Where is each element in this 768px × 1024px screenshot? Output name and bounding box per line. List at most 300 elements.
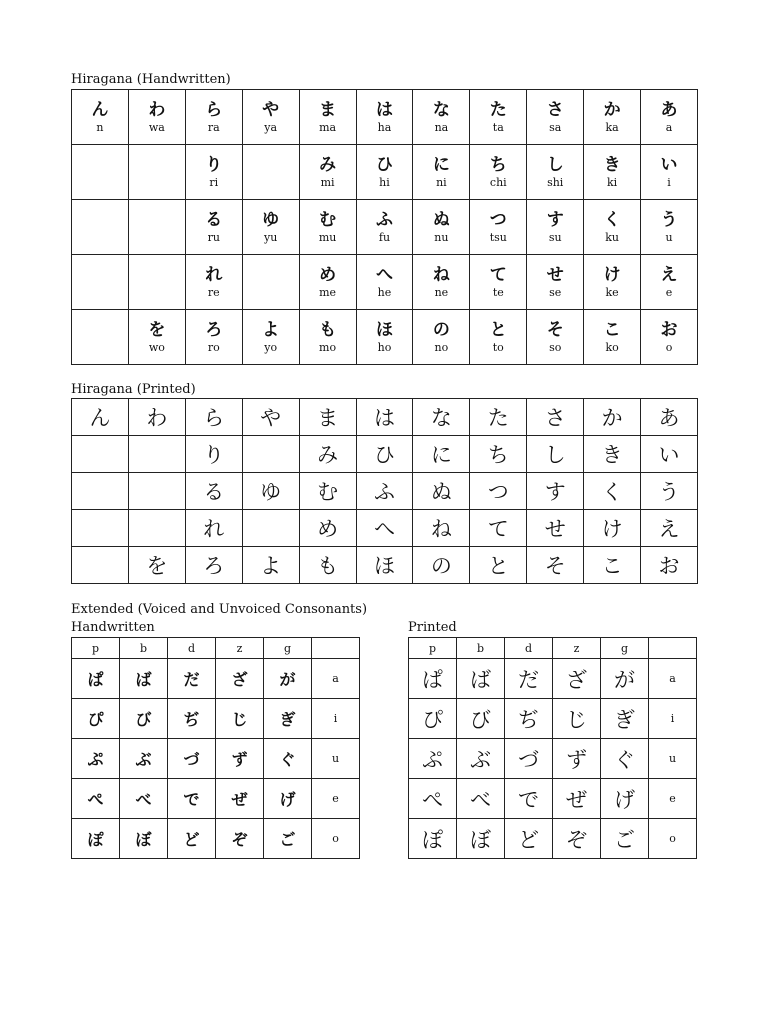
kana-glyph: れ <box>205 265 223 285</box>
kana-cell: ば <box>457 659 505 699</box>
romaji-label: ke <box>605 286 619 299</box>
kana-glyph: ほ <box>375 320 393 340</box>
kana-cell <box>641 310 698 365</box>
kana-cell: ぼ <box>457 819 505 859</box>
kana-cell: る <box>185 473 242 510</box>
kana-cell: ぴ <box>72 699 120 739</box>
consonant-header: g <box>601 638 649 659</box>
romaji-label: no <box>434 341 449 354</box>
kana-cell: の <box>413 547 470 584</box>
kana-cell <box>185 310 242 365</box>
kana-cell <box>584 90 641 145</box>
kana-cell: す <box>527 473 584 510</box>
consonant-header <box>312 638 360 659</box>
kana-cell: ぽ <box>72 819 120 859</box>
kana-cell: ま <box>299 399 356 436</box>
table-row <box>72 510 698 547</box>
kana-cell: づ <box>168 739 216 779</box>
kana-glyph: え <box>660 265 678 285</box>
romaji-label: mu <box>318 231 337 244</box>
kana-cell: な <box>413 399 470 436</box>
kana-glyph: て <box>489 265 507 285</box>
kana-cell <box>185 145 242 200</box>
romaji-label: fu <box>378 231 391 244</box>
romaji-label: a <box>665 121 673 134</box>
kana-cell <box>72 90 129 145</box>
kana-cell: こ <box>584 547 641 584</box>
romaji-label: e <box>665 286 673 299</box>
vowel-label: e <box>649 779 697 819</box>
table-row <box>72 436 698 473</box>
romaji-label: i <box>667 176 671 189</box>
kana-cell <box>413 255 470 310</box>
kana-glyph: み <box>319 155 337 175</box>
kana-cell <box>527 90 584 145</box>
kana-cell <box>413 90 470 145</box>
kana-cell: が <box>601 659 649 699</box>
kana-cell: ず <box>216 739 264 779</box>
kana-cell: ね <box>413 510 470 547</box>
kana-cell <box>299 255 356 310</box>
kana-glyph: は <box>375 100 393 120</box>
kana-cell <box>413 145 470 200</box>
kana-glyph: よ <box>262 320 280 340</box>
kana-cell <box>128 90 185 145</box>
romaji-label: su <box>548 231 562 244</box>
romaji-label: ni <box>436 176 447 189</box>
kana-cell: ぐ <box>264 739 312 779</box>
kana-glyph: せ <box>546 265 564 285</box>
kana-glyph: け <box>603 265 621 285</box>
kana-cell <box>413 310 470 365</box>
kana-glyph: へ <box>375 265 393 285</box>
romaji-label: yu <box>264 231 278 244</box>
kana-cell: は <box>356 399 413 436</box>
consonant-header: g <box>264 638 312 659</box>
kana-cell <box>72 510 129 547</box>
table-row <box>72 399 698 436</box>
kana-glyph: き <box>603 155 621 175</box>
romaji-label: ki <box>607 176 618 189</box>
table-row <box>72 90 698 145</box>
kana-cell: を <box>128 547 185 584</box>
kana-cell: ぶ <box>457 739 505 779</box>
kana-cell <box>527 200 584 255</box>
kana-cell <box>242 436 299 473</box>
romaji-label: ka <box>605 121 619 134</box>
kana-glyph: り <box>205 155 223 175</box>
consonant-header <box>649 638 697 659</box>
hiragana-handwritten-table <box>71 89 698 365</box>
kana-cell <box>72 200 129 255</box>
romaji-label: hi <box>379 176 390 189</box>
vowel-label: u <box>649 739 697 779</box>
kana-cell <box>299 90 356 145</box>
kana-cell <box>584 255 641 310</box>
romaji-label: ro <box>207 341 220 354</box>
kana-cell: ぜ <box>553 779 601 819</box>
kana-cell: ど <box>168 819 216 859</box>
romaji-label: na <box>434 121 449 134</box>
table-row <box>72 739 360 779</box>
romaji-label: ku <box>605 231 619 244</box>
kana-glyph: ら <box>205 100 223 120</box>
kana-cell <box>356 90 413 145</box>
kana-glyph: す <box>546 210 564 230</box>
kana-cell: ば <box>120 659 168 699</box>
kana-cell <box>72 436 129 473</box>
vowel-label: i <box>649 699 697 739</box>
consonant-header: d <box>168 638 216 659</box>
kana-cell: ざ <box>553 659 601 699</box>
kana-cell <box>128 473 185 510</box>
kana-cell: め <box>299 510 356 547</box>
kana-cell: も <box>299 547 356 584</box>
kana-cell <box>185 200 242 255</box>
kana-cell: が <box>264 659 312 699</box>
kana-glyph: ひ <box>375 155 393 175</box>
kana-cell <box>356 255 413 310</box>
kana-cell: ご <box>601 819 649 859</box>
kana-cell: へ <box>356 510 413 547</box>
consonant-header: d <box>505 638 553 659</box>
kana-cell <box>527 310 584 365</box>
romaji-label: o <box>665 341 673 354</box>
kana-cell <box>470 200 527 255</box>
kana-cell: ち <box>470 436 527 473</box>
romaji-label: ko <box>605 341 619 354</box>
kana-cell <box>242 510 299 547</box>
table-row <box>72 200 698 255</box>
kana-cell: じ <box>553 699 601 739</box>
kana-cell: み <box>299 436 356 473</box>
kana-glyph: さ <box>546 100 564 120</box>
kana-cell: ぶ <box>120 739 168 779</box>
kana-cell <box>128 255 185 310</box>
kana-glyph: そ <box>546 320 564 340</box>
romaji-label: u <box>665 231 673 244</box>
kana-glyph: ち <box>489 155 507 175</box>
kana-cell: お <box>641 547 698 584</box>
kana-cell <box>356 200 413 255</box>
kana-cell: り <box>185 436 242 473</box>
table-row <box>409 699 697 739</box>
kana-cell: に <box>413 436 470 473</box>
kana-cell <box>128 145 185 200</box>
kana-cell: ご <box>264 819 312 859</box>
kana-cell <box>641 200 698 255</box>
extended-handwritten-table <box>71 637 360 859</box>
kana-cell: ぼ <box>120 819 168 859</box>
extended-title: Extended (Voiced and Unvoiced Consonants) <box>71 602 368 617</box>
kana-cell <box>299 310 356 365</box>
table-row <box>72 255 698 310</box>
vowel-label: i <box>312 699 360 739</box>
kana-cell: と <box>470 547 527 584</box>
romaji-label: me <box>319 286 337 299</box>
kana-cell <box>128 436 185 473</box>
kana-cell: ぢ <box>168 699 216 739</box>
kana-cell: ん <box>72 399 129 436</box>
kana-cell: で <box>168 779 216 819</box>
table-row <box>72 819 360 859</box>
kana-cell <box>242 200 299 255</box>
romaji-label: yo <box>264 341 278 354</box>
kana-glyph: か <box>603 100 621 120</box>
kana-cell: ぬ <box>413 473 470 510</box>
kana-cell: ろ <box>185 547 242 584</box>
handwritten-title: Hiragana (Handwritten) <box>71 72 231 87</box>
romaji-label: ha <box>377 121 392 134</box>
kana-glyph: に <box>432 155 450 175</box>
vowel-label: u <box>312 739 360 779</box>
kana-cell <box>356 310 413 365</box>
kana-glyph: ね <box>432 265 450 285</box>
romaji-label: n <box>96 121 104 134</box>
kana-glyph: ん <box>91 100 109 120</box>
kana-cell <box>641 90 698 145</box>
kana-glyph: ゆ <box>262 210 280 230</box>
kana-cell <box>470 310 527 365</box>
kana-cell <box>72 473 129 510</box>
romaji-label: ma <box>319 121 337 134</box>
kana-glyph: め <box>319 265 337 285</box>
romaji-label: ru <box>207 231 220 244</box>
kana-glyph: ろ <box>205 320 223 340</box>
vowel-label: a <box>649 659 697 699</box>
kana-glyph: く <box>603 210 621 230</box>
kana-cell: ほ <box>356 547 413 584</box>
romaji-label: wa <box>148 121 165 134</box>
kana-cell: で <box>505 779 553 819</box>
table-row <box>72 145 698 200</box>
romaji-label: ri <box>209 176 219 189</box>
kana-glyph: ふ <box>375 210 393 230</box>
kana-cell <box>356 145 413 200</box>
romaji-label: sa <box>549 121 562 134</box>
kana-cell: き <box>584 436 641 473</box>
kana-cell: ぐ <box>601 739 649 779</box>
kana-cell <box>128 200 185 255</box>
kana-glyph: を <box>148 320 166 340</box>
table-row <box>72 779 360 819</box>
kana-cell: れ <box>185 510 242 547</box>
kana-glyph: お <box>660 320 678 340</box>
kana-cell: ぢ <box>505 699 553 739</box>
kana-cell: ひ <box>356 436 413 473</box>
romaji-label: ta <box>492 121 504 134</box>
table-row <box>72 310 698 365</box>
kana-cell: ら <box>185 399 242 436</box>
kana-cell: だ <box>505 659 553 699</box>
kana-glyph: ま <box>319 100 337 120</box>
romaji-label: so <box>549 341 562 354</box>
kana-cell: ず <box>553 739 601 779</box>
table-row <box>72 547 698 584</box>
kana-glyph: う <box>660 210 678 230</box>
kana-cell <box>242 90 299 145</box>
kana-cell: つ <box>470 473 527 510</box>
vowel-label: o <box>312 819 360 859</box>
kana-cell: ぷ <box>72 739 120 779</box>
romaji-label: ne <box>434 286 449 299</box>
kana-cell: び <box>457 699 505 739</box>
kana-cell <box>299 200 356 255</box>
kana-glyph: あ <box>660 100 678 120</box>
kana-cell: わ <box>128 399 185 436</box>
vowel-label: o <box>649 819 697 859</box>
table-row <box>72 659 360 699</box>
kana-cell: ぺ <box>72 779 120 819</box>
romaji-label: te <box>492 286 504 299</box>
kana-cell: ざ <box>216 659 264 699</box>
kana-cell: た <box>470 399 527 436</box>
kana-cell: げ <box>601 779 649 819</box>
kana-cell: ぎ <box>601 699 649 739</box>
kana-cell: ぞ <box>216 819 264 859</box>
kana-cell <box>72 310 129 365</box>
table-row <box>72 699 360 739</box>
consonant-header: z <box>216 638 264 659</box>
kana-glyph: な <box>432 100 450 120</box>
romaji-label: nu <box>434 231 449 244</box>
kana-cell: づ <box>505 739 553 779</box>
kana-cell: ぽ <box>409 819 457 859</box>
table-header-row <box>72 638 360 659</box>
table-row <box>409 659 697 699</box>
romaji-label: ya <box>264 121 278 134</box>
extended-printed-table <box>408 637 697 859</box>
kana-cell: ゆ <box>242 473 299 510</box>
kana-cell <box>242 310 299 365</box>
kana-cell: だ <box>168 659 216 699</box>
kana-cell <box>470 255 527 310</box>
kana-cell: か <box>584 399 641 436</box>
kana-cell: ぴ <box>409 699 457 739</box>
kana-cell <box>242 145 299 200</box>
kana-cell: て <box>470 510 527 547</box>
kana-cell <box>584 310 641 365</box>
kana-glyph: る <box>205 210 223 230</box>
consonant-header: z <box>553 638 601 659</box>
kana-glyph: と <box>489 320 507 340</box>
kana-cell: ふ <box>356 473 413 510</box>
kana-glyph: も <box>319 320 337 340</box>
romaji-label: shi <box>547 176 564 189</box>
kana-cell: ぎ <box>264 699 312 739</box>
consonant-header: p <box>409 638 457 659</box>
romaji-label: tsu <box>489 231 507 244</box>
romaji-label: mo <box>319 341 337 354</box>
kana-cell: べ <box>457 779 505 819</box>
kana-cell: ぜ <box>216 779 264 819</box>
kana-cell: せ <box>527 510 584 547</box>
romaji-label: re <box>207 286 220 299</box>
kana-cell: び <box>120 699 168 739</box>
kana-cell <box>185 90 242 145</box>
kana-glyph: つ <box>489 210 507 230</box>
printed-title: Hiragana (Printed) <box>71 382 196 397</box>
kana-cell: む <box>299 473 356 510</box>
kana-cell <box>72 255 129 310</box>
romaji-label: he <box>377 286 392 299</box>
kana-cell: け <box>584 510 641 547</box>
table-row <box>409 779 697 819</box>
kana-cell: う <box>641 473 698 510</box>
kana-cell <box>413 200 470 255</box>
extended-printed-title: Printed <box>408 620 457 635</box>
romaji-label: wo <box>148 341 165 354</box>
kana-cell: あ <box>641 399 698 436</box>
kana-glyph: し <box>546 155 564 175</box>
romaji-label: to <box>492 341 504 354</box>
kana-cell: べ <box>120 779 168 819</box>
kana-cell <box>584 200 641 255</box>
consonant-header: p <box>72 638 120 659</box>
kana-cell <box>527 255 584 310</box>
table-row <box>72 473 698 510</box>
kana-glyph: こ <box>603 320 621 340</box>
extended-handwritten-title: Handwritten <box>71 620 155 635</box>
kana-cell <box>641 145 698 200</box>
kana-cell: え <box>641 510 698 547</box>
vowel-label: e <box>312 779 360 819</box>
kana-cell <box>470 145 527 200</box>
table-row <box>409 739 697 779</box>
kana-cell: さ <box>527 399 584 436</box>
kana-cell <box>641 255 698 310</box>
consonant-header: b <box>120 638 168 659</box>
kana-glyph: ぬ <box>432 210 450 230</box>
consonant-header: b <box>457 638 505 659</box>
kana-glyph: い <box>660 155 678 175</box>
romaji-label: ho <box>377 341 392 354</box>
kana-cell: ぷ <box>409 739 457 779</box>
vowel-label: a <box>312 659 360 699</box>
kana-cell <box>584 145 641 200</box>
kana-cell: ぱ <box>409 659 457 699</box>
kana-cell: や <box>242 399 299 436</box>
kana-cell: ど <box>505 819 553 859</box>
kana-cell: ぞ <box>553 819 601 859</box>
kana-cell <box>299 145 356 200</box>
kana-cell: よ <box>242 547 299 584</box>
kana-glyph: や <box>262 100 280 120</box>
kana-cell <box>128 510 185 547</box>
kana-cell: ぺ <box>409 779 457 819</box>
kana-cell: ぱ <box>72 659 120 699</box>
romaji-label: se <box>549 286 562 299</box>
romaji-label: chi <box>489 176 507 189</box>
kana-cell: く <box>584 473 641 510</box>
kana-cell <box>72 145 129 200</box>
kana-cell: い <box>641 436 698 473</box>
kana-cell <box>72 547 129 584</box>
kana-cell <box>128 310 185 365</box>
kana-cell <box>527 145 584 200</box>
kana-cell <box>470 90 527 145</box>
kana-glyph: む <box>319 210 337 230</box>
kana-cell: そ <box>527 547 584 584</box>
kana-glyph: の <box>432 320 450 340</box>
kana-cell: げ <box>264 779 312 819</box>
table-row <box>409 819 697 859</box>
kana-cell <box>185 255 242 310</box>
kana-cell: じ <box>216 699 264 739</box>
kana-glyph: わ <box>148 100 166 120</box>
kana-glyph: た <box>489 100 507 120</box>
kana-cell: し <box>527 436 584 473</box>
